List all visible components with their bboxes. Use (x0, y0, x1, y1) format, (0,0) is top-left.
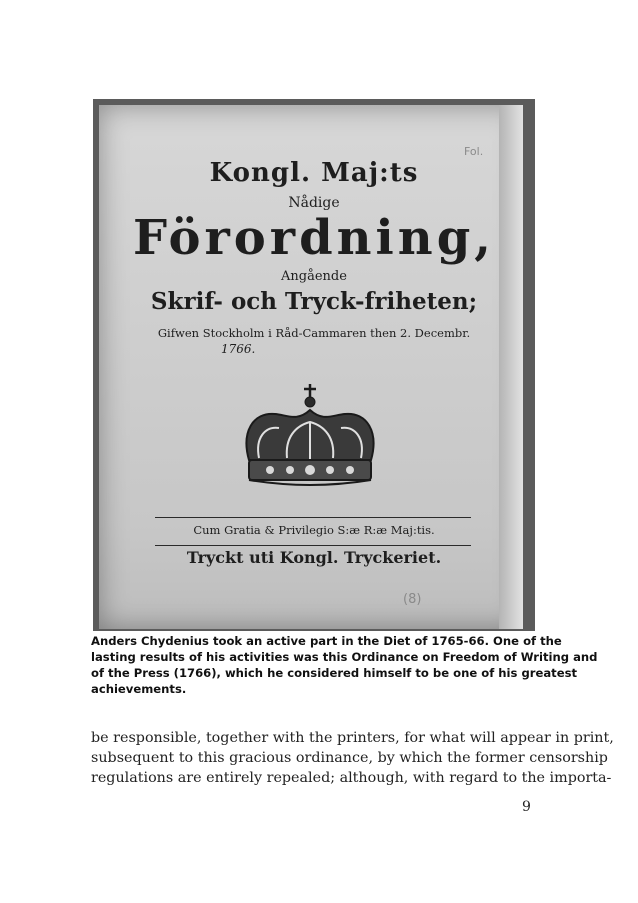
title-page-paper (99, 105, 523, 629)
title-line-concerning: Angående (281, 269, 347, 284)
title-rule-top (155, 517, 471, 518)
crown-icon (235, 382, 385, 492)
title-line-majesty: Kongl. Maj:ts (209, 158, 419, 188)
archive-mark: Fol. (464, 145, 484, 158)
page-number: 9 (522, 799, 531, 815)
title-line-gracious: Nådige (288, 195, 340, 211)
body-line: regulations are entirely repealed; although, with regard to the importa- (91, 770, 612, 786)
caption-line: Anders Chydenius took an active part in the Diet of 1765-66. One of the (91, 634, 562, 648)
caption-line: lasting results of his activities was this Ordinance on Freedom of Writing and (91, 650, 598, 664)
body-line: be responsible, together with the printers, for what will appear in print, (91, 730, 614, 746)
figure-caption (91, 633, 598, 697)
title-line-given: Gifwen Stockholm i Råd-Cammaren then 2. Decembr. (157, 326, 471, 340)
title-line-ordinance: Förordning, (133, 210, 495, 266)
title-page-scan (93, 99, 535, 631)
body-line: subsequent to this gracious ordinance, by which the former censorship (91, 750, 608, 766)
title-line-freedom: Skrif- och Tryck-friheten; (150, 288, 478, 315)
title-line-year: 1766. (221, 342, 256, 356)
caption-line: of the Press (1766), which he considered himself to be one of his greatest (91, 666, 578, 680)
title-line-privilege: Cum Gratia & Privilegio S:æ R:æ Maj:tis. (193, 523, 435, 537)
title-rule-bottom (155, 545, 471, 546)
body-paragraph (91, 728, 614, 788)
shelf-mark: (8) (403, 592, 422, 607)
title-line-printer: Tryckt uti Kongl. Tryckeriet. (186, 548, 442, 567)
caption-line: achievements. (91, 682, 187, 696)
